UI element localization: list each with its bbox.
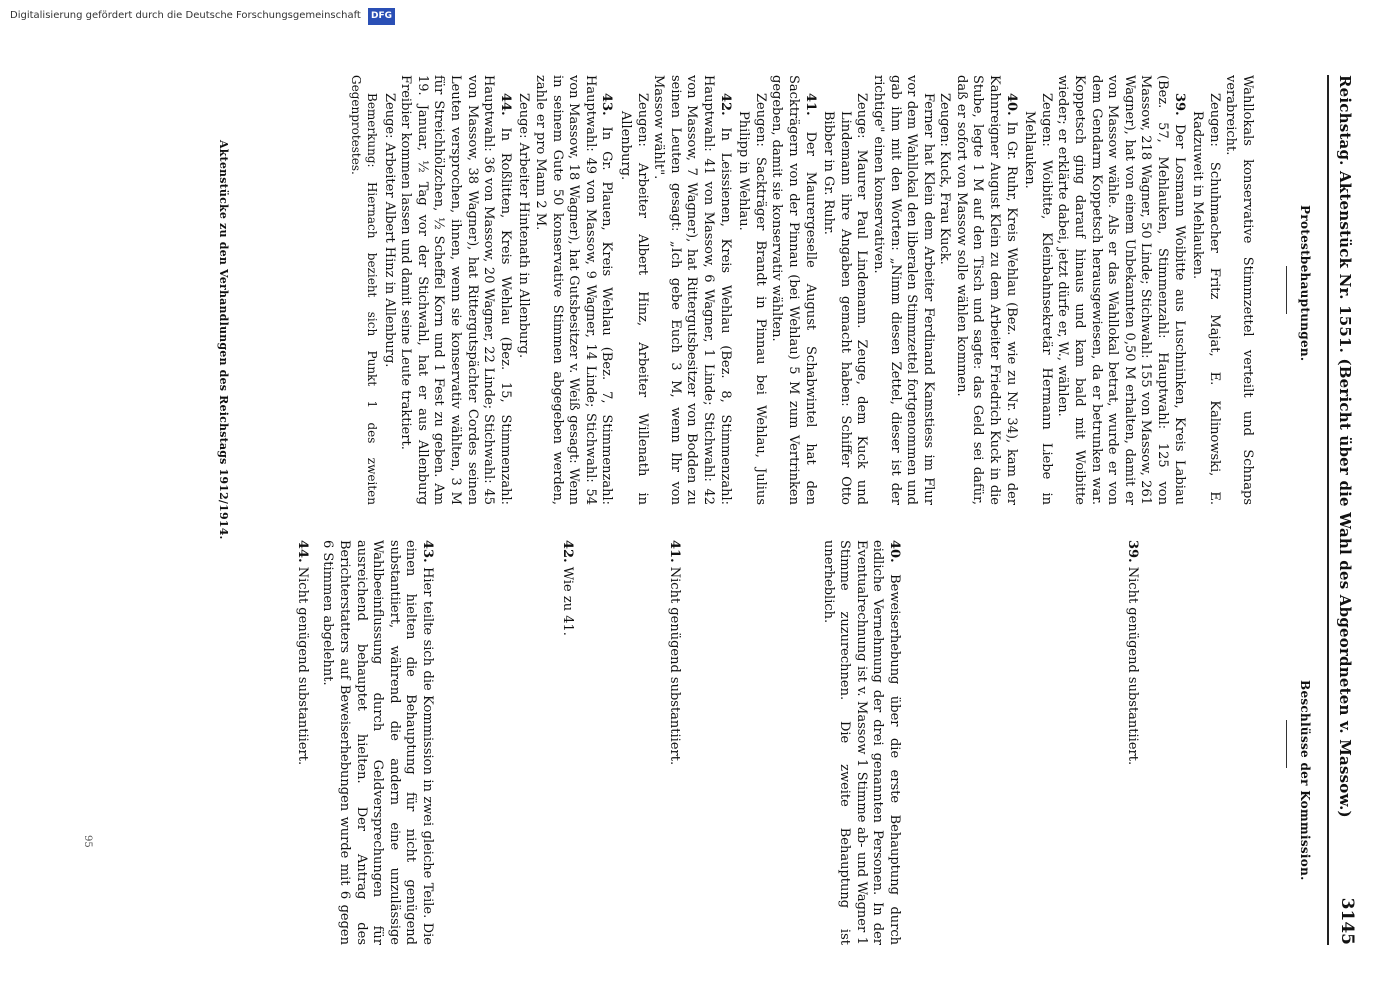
header-title: Reichstag. Aktenstück Nr. 1551. (Bericht über die Wahl des Abgeordneten v. Massow.) — [1336, 75, 1354, 818]
claim-text: In Roßlitten, Kreis Wehlau (Bez. 15, Stimmenzahl: Hauptwahl: 36 von Massow, 20 Wagner, 22 Linde; Stichwahl: 45 von Massow, 38 Wagner), hat Rittergutspächter Cordes seinen Leuten versprochen, ihnen, wenn sie konservativ wählten, 3 M für Streichhölzchen, ½ Scheffel Korn und 1 Fest zu geben. Am 19. Januar, ½ Tag vor der Stichwahl, hat er aus Allenburg Freibier kommen lassen und damit seine Leute traktiert. — [398, 75, 513, 505]
claim-41-witness: Zeugen: Sackträger Brandt in Pinnau bei Wehlau, Julius Philipp in Wehlau. — [736, 93, 768, 505]
decision-number: 39. — [1125, 540, 1140, 563]
decision-text: Nicht genügend substantiiert. — [295, 566, 310, 766]
dfg-logo: DFG — [368, 8, 395, 25]
claim-40b: Ferner hat Klein dem Arbeiter Ferdinand Kamstiess im Flur vor dem Wahllokal den liberalen Stimmzettel fortgenommen und gab ihm mit den Worten: „Nimm diesen Zettel, dieser ist der richtige" einen konservativen. — [870, 75, 936, 505]
claim-number: 40. — [1003, 93, 1019, 116]
intro-witness: Zeugen: Schuhmacher Fritz Majat, E. Kalinowski, E. Radzuweit in Mehlauken. — [1190, 93, 1222, 505]
page-header — [1327, 75, 1355, 945]
claim-number: 39. — [1171, 93, 1187, 116]
intro-text: Wahllokals konservative Stimmzettel verteilt und Schnaps verabreicht. — [1223, 75, 1255, 505]
claim-text: In Leissienen, Kreis Wehlau (Bez. 8, Stimmenzahl: Hauptwahl: 41 von Massow, 6 Wagner, 1 Linde; Stichwahl: 42 von Massow, 7 Wagner), hat Rittergutsbesitzer von Bodden zu seinen Leuten gesagt: „Ich gebe Euch 3 M, wenn Ihr von Massow wählt". — [651, 75, 733, 505]
decision-number: 40. — [887, 540, 902, 563]
claim-43-witness: Zeuge: Arbeiter Hintenath in Allenburg. — [516, 93, 532, 359]
decision-number: 41. — [667, 540, 682, 563]
decision-text: Beweiserhebung über die erste Behauptung durch eidliche Vernehmung der drei genannten Personen. In der Eventualrechnung ist v. Massow 1 Stimme ab- und Wagner 1 Stimme zuzurechnen. Die zweite Behauptung ist unerheblich. — [820, 540, 902, 946]
claim-44 — [397, 75, 513, 505]
decision-text: Nicht genügend substantiiert. — [667, 566, 682, 766]
decision-43 — [319, 540, 435, 945]
claim-number: 43. — [599, 93, 615, 116]
sheet-number: 95 — [82, 835, 93, 848]
claim-41 — [768, 75, 818, 505]
left-divider — [1286, 266, 1287, 314]
claim-number: 41. — [802, 93, 818, 116]
claim-text: Der Maurergeselle August Schabwintel hat den Sackträgern von der Pinnau (bei Wehlau) 5 M zum Vertrinken gegeben, damit sie konservativ wählten. — [769, 75, 818, 506]
claim-43 — [531, 75, 614, 505]
claim-40 — [952, 75, 1018, 505]
digitization-credit — [10, 8, 990, 22]
header-page-number: 3145 — [1337, 897, 1357, 945]
claim-text: Der Losmann Woibitte aus Luschninken, Kreis Labiau (Bez. 57, Mehlauken, Stimmenzahl: Hauptwahl: 125 von Massow, 218 Wagner, 50 Linde; Stichwahl: 155 von Massow, 261 Wagner), hat von einem Unbekannten 0,50 M erhalten, damit er von Massow wähle. Als er das Wahllokal betrat, wurde er von dem Gendarm Koppetsch herausgewiesen, da er betrunken war. Koppetsch ging darauf hinaus und kam bald mit Woibitte wieder; er erklärte dabei, jetzt dürfe er, W., wählen. — [1055, 75, 1187, 505]
protest-claims-column — [347, 75, 1255, 505]
decision-number: 43. — [420, 540, 435, 563]
claim-text: In Gr. Ruhr, Kreis Wehlau (Bez. wie zu Nr. 34), kam der Kahnreigner August Klein zu dem Arbeiter Friedrich Kuck in die Stube, legte 1 M auf den Tisch und sagte: das Geld sei dafür, daß er sofort von Massow solle wählen kommen. — [953, 75, 1019, 505]
decision-40 — [819, 540, 902, 945]
left-column-title: Protestbehauptungen. — [1298, 205, 1312, 362]
claim-40b-witness: Zeuge: Maurer Paul Lindemann. Zeuge, dem Kuck und Lindemann ihre Angaben gemacht haben: Schiffer Otto Bibber in Gr. Ruhr. — [821, 93, 870, 505]
claim-39 — [1054, 75, 1187, 505]
remark: Bemerkung: Hiernach bezieht sich Punkt 1 des zweiten Gegenprotestes. — [348, 75, 380, 505]
decision-text: Wie zu 41. — [560, 566, 575, 636]
claim-44-witness: Zeuge: Arbeiter Albert Hinz in Allenburg. — [381, 93, 397, 368]
decision-41 — [665, 540, 682, 945]
decision-text: Hier teilte sich die Kommission in zwei gleiche Teile. Die einen hielten die Behauptung für nicht genügend substantiiert, während die andern eine unzulässige Wahlbeeinflussung durch Geldversprechungen für ausreichend behauptet hielten. Der Antrag des Berichterstatters auf Beweiserhebungen wurde mit 6 gegen 6 Stimmen abgelehnt. — [320, 540, 435, 945]
page-footer: Aktenstücke zu den Verhandlungen des Reichstags 1912/1914. — [217, 140, 230, 540]
decision-number: 42. — [560, 540, 575, 563]
right-divider — [1286, 720, 1287, 768]
claim-39-witness: Zeugen: Woibitte, Kleinbahnsekretär Hermann Liebe in Mehlauken. — [1022, 93, 1054, 505]
right-column-title: Beschlüsse der Kommission. — [1298, 680, 1312, 881]
decision-44 — [293, 540, 310, 945]
decision-number: 44. — [295, 540, 310, 563]
credit-text: Digitalisierung gefördert durch die Deutsche Forschungsgemeinschaft — [10, 10, 361, 21]
claim-42 — [650, 75, 733, 505]
decision-42 — [558, 540, 575, 945]
decision-text: Nicht genügend substantiiert. — [1125, 566, 1140, 766]
decision-39 — [1123, 540, 1140, 945]
claim-number: 44. — [497, 93, 513, 116]
claim-40-witness: Zeugen: Kuck, Frau Kuck. — [937, 93, 953, 265]
claim-number: 42. — [717, 93, 733, 116]
claim-text: In Gr. Plauen, Kreis Wehlau (Bez. 7, Stimmenzahl: Hauptwahl: 49 von Massow, 9 Wagner, 14 Linde; Stichwahl: 54 von Massow, 18 Wagner), hat Gutsbesitzer v. Weiß gesagt: Wenn in seinem Gute 50 konservative Stimmen abgegeben werden, zahle er pro Mann 2 M. — [533, 75, 615, 506]
claim-42-witness: Zeugen: Arbeiter Albert Hinz, Arbeiter Willenath in Allenburg. — [618, 93, 650, 505]
